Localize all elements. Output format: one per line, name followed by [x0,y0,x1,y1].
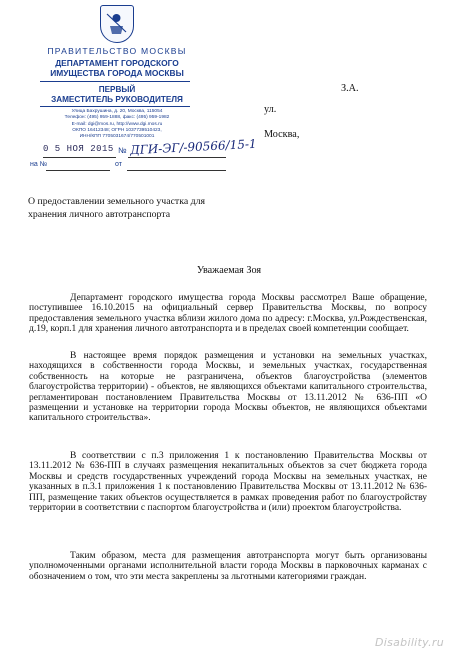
divider [40,106,190,107]
position-line: ПЕРВЫЙ [98,85,136,94]
contact-line: Телефон: (495) 959-1888, факс: (495) 959-1982 [64,115,170,121]
position-line: ЗАМЕСТИТЕЛЬ РУКОВОДИТЕЛЯ [51,95,183,104]
moscow-coat-of-arms-icon [100,5,134,43]
registration-number-label: № [118,146,127,155]
number-underline [128,156,226,158]
contact-line: ИНН/КПП 7705031674/770501001 [79,134,155,140]
recipient-initials: З.А. [341,83,359,94]
contact-line: Улица Бахрушина, д. 20, Москва, 115054 [71,109,163,114]
body-paragraph: В соответствии с п.3 приложения 1 к постановлению Правительства Москвы от 13.11.2012 № 636-ПП в случаях размещения некапитальных объектов за счет бюджета города Москвы и средств государственных учреждений города Москвы на земельных участках, не указанных в п.3.1 приложения 1 к постановлению Правительства Москвы от 13.11.2012 № 636-ПП, размещение таких объектов осуществляется в рамках проведения работ по благоустройству территории в соответствии с паспортом благоустройства и (или) проектом благоустройства. [29,451,427,514]
body-paragraph: Таким образом, места для размещения автотранспорта могут быть организованы уполномоченными органами исполнительной власти города Москвы в парковочных карманах с обозначением о том, что эти места закреплены за льготными категориями граждан. [29,551,427,582]
letter-subject: О предоставлении земельного участка для хранения личного автотранспорта [28,196,205,220]
body-paragraph: Департамент городского имущества города Москвы рассмотрел Ваше обращение, поступившее 16.10.2015 на официальный сервер Правительства Москвы, по вопросу предоставления земельного участка вблизи жилого дома по адресу: г.Москва, ул.Рождественская, д.19, корп.1 для хранения личного автотранспорта и в пределах своей компетенции сообщает. [29,293,427,335]
contact-line: ОКПО 16412348; ОГРН 1037739510423, [72,127,162,133]
divider [40,81,190,82]
reference-date-underline [127,169,226,171]
date-underline [43,156,116,158]
signatory-position [22,85,212,105]
department-name-line: ИМУЩЕСТВА ГОРОДА МОСКВЫ [50,68,184,78]
reference-number-label: на № [30,161,48,168]
body-paragraph: В настоящее время порядок размещения и установки на земельных участках, находящихся в собственности города Москвы, и земельных участках, государственная собственность на которые не разграничена, объектов благоустройства (элементов благоустройства территории) - объектов, не являющихся объектами капитального строительства, регламентирован постановлением Правительства Москвы от 13.11.2012 № 636-ПП «О размещении и установке на территории города Москвы объектов, не являющихся объектами капитального строительства». [29,351,427,424]
registration-number-handwritten: ДГИ-ЭГ/-90566/15-1 [129,136,257,158]
recipient-city: Москва, [264,129,300,140]
registration-date-stamp: 0 5 НОЯ 2015 [43,144,114,154]
department-name-line: ДЕПАРТАМЕНТ ГОРОДСКОГО [55,58,179,68]
department-contacts [22,109,212,140]
reference-from-label: от [115,161,122,168]
site-watermark: Disability.ru [374,636,444,649]
government-title: ПРАВИТЕЛЬСТВО МОСКВЫ [47,46,187,56]
letter-greeting: Уважаемая Зоя [196,265,262,276]
department-name [22,58,212,78]
contact-line: E-mail: dgi@mos.ru, http://www.dgi.mos.ru [71,121,163,127]
recipient-street: ул. [264,104,277,115]
reference-number-underline [46,169,110,171]
